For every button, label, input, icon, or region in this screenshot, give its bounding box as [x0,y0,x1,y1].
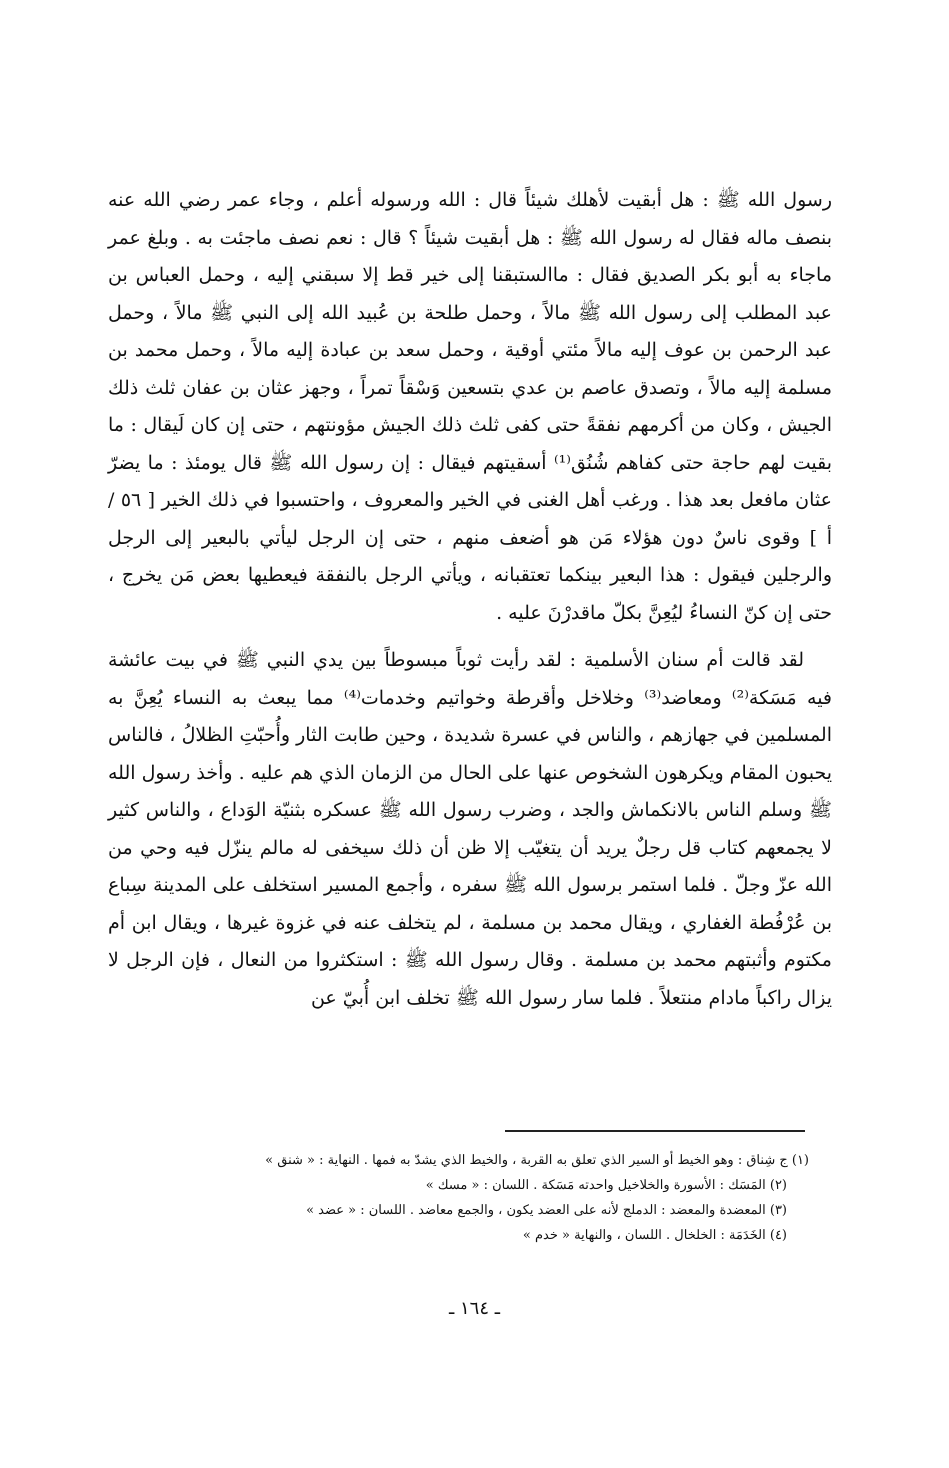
page-number: ـ ١٦٤ ـ [448,1298,500,1319]
footnotes [109,1148,809,1248]
footnote-divider [505,1130,805,1132]
document-page [108,182,832,1017]
footnote-1: (١) ج شِناق : وهو الخيط أو السير الذي تعلق به القربة ، والخيط الذي يشدّ به فمها . النهاية : « شنق » [265,1153,809,1168]
paragraph-2: لقد قالت أم سنان الأسلمية : لقد رأيت ثوباً مبسوطاً بين يدي النبي ﷺ في بيت عائشة فيه مَسَكة⁽²⁾ ومعاضد⁽³⁾ وخلاخل وأقرطة وخواتيم وخدمات⁽⁴⁾ مما يبعث به النساء يُعِنَّ به المسلمين في جهازهم ، والناس في عسرة شديدة ، وحين طابت الثار وأُحبّتِ الظلالُ ، فالناس يحبون المقام ويكرهون الشخوص عنها على الحال من الزمان الذي هم عليه . وأخذ رسول الله ﷺ وسلم الناس بالانكماش والجد ، وضرب رسول الله ﷺ عسكره بثنيّة الوَداع ، والناس كثير لا يجمعهم كتاب قل رجلٌ يريد أن يتغيّب إلا ظن أن ذلك سيخفى له مالم ينزّل فيه وحي من الله عزّ وجلّ . فلما استمر برسول الله ﷺ سفره ، وأجمع المسير استخلف على المدينة سِباع بن عُرْفُطة الغفاري ، ويقال محمد بن مسلمة ، لم يتخلف عنه في غزوة غيرها ، ويقال ابن أم مكتوم وأثبتهم محمد بن مسلمة . وقال رسول الله ﷺ : استكثروا من النعال ، فإن الرجل لا يزال راكباً مادام منتعلاً . فلما سار رسول الله ﷺ تخلف ابن أُبيّ عن [108,649,833,1009]
footnote-3: (٣) المعضدة والمعضد : الدملج لأنه على العضد يكون ، والجمع معاضد . اللسان : « عضد » [306,1203,787,1218]
footnote-4: (٤) الخَدَمَة : الخلخال . اللسان ، والنهاية « خدم » [522,1228,787,1243]
paragraph-1: رسول الله ﷺ : هل أبقيت لأهلك شيئاً قال : الله ورسوله أعلم ، وجاء عمر رضي الله عنه بنصف ماله فقال له رسول الله ﷺ : هل أبقيت شيئاً ؟ قال : نعم نصف ماجئت به . وبلغ عمر ماجاء به أبو بكر الصديق فقال : ماالستبقنا إلى خير قط إلا سبقني إليه ، وحمل العباس بن عبد المطلب إلى رسول الله ﷺ مالاً ، وحمل طلحة بن عُبيد الله إلى النبي ﷺ مالاً ، وحمل عبد الرحمن بن عوف إليه مالاً مئتي أوقية ، وحمل سعد بن عبادة إليه مالاً ، وحمل محمد بن مسلمة إليه مالاً ، وتصدق عاصم بن عدي بتسعين وَسْقاً تمراً ، وجهز عثان بن عفان ثلث ذلك الجيش ، وكان من أكرمهم نفقةً حتى كفى ثلث ذلك الجيش مؤونتهم ، حتى إن كان لَيقال : ما بقيت لهم حاجة حتى كفاهم شُنُق⁽¹⁾ أسقيتهم فيقال : إن رسول الله ﷺ قال يومئذ : ما يضرّ عثان مافعل بعد هذا . ورغب أهل الغنى في الخير والمعروف ، واحتسبوا في ذلك الخير [ ٥٦ / أ ] وقوى ناسٌ دون هؤلاء مَن هو أضعف منهم ، حتى إن الرجل ليأتي بالبعير إلى الرجل والرجلين فيقول : هذا البعير بينكما تعتقبانه ، ويأتي الرجل بالنفقة فيعطيها بعض مَن يخرج ، حتى إن كنّ النساءُ ليُعِنَّ بكلّ ماقدرْنَ عليه . [108,189,832,624]
footnote-2: (٢) المَسَك : الأسورة والخلاخيل واحدته مَسَكة . اللسان : « مسك » [425,1178,787,1193]
main-text [108,182,832,1017]
